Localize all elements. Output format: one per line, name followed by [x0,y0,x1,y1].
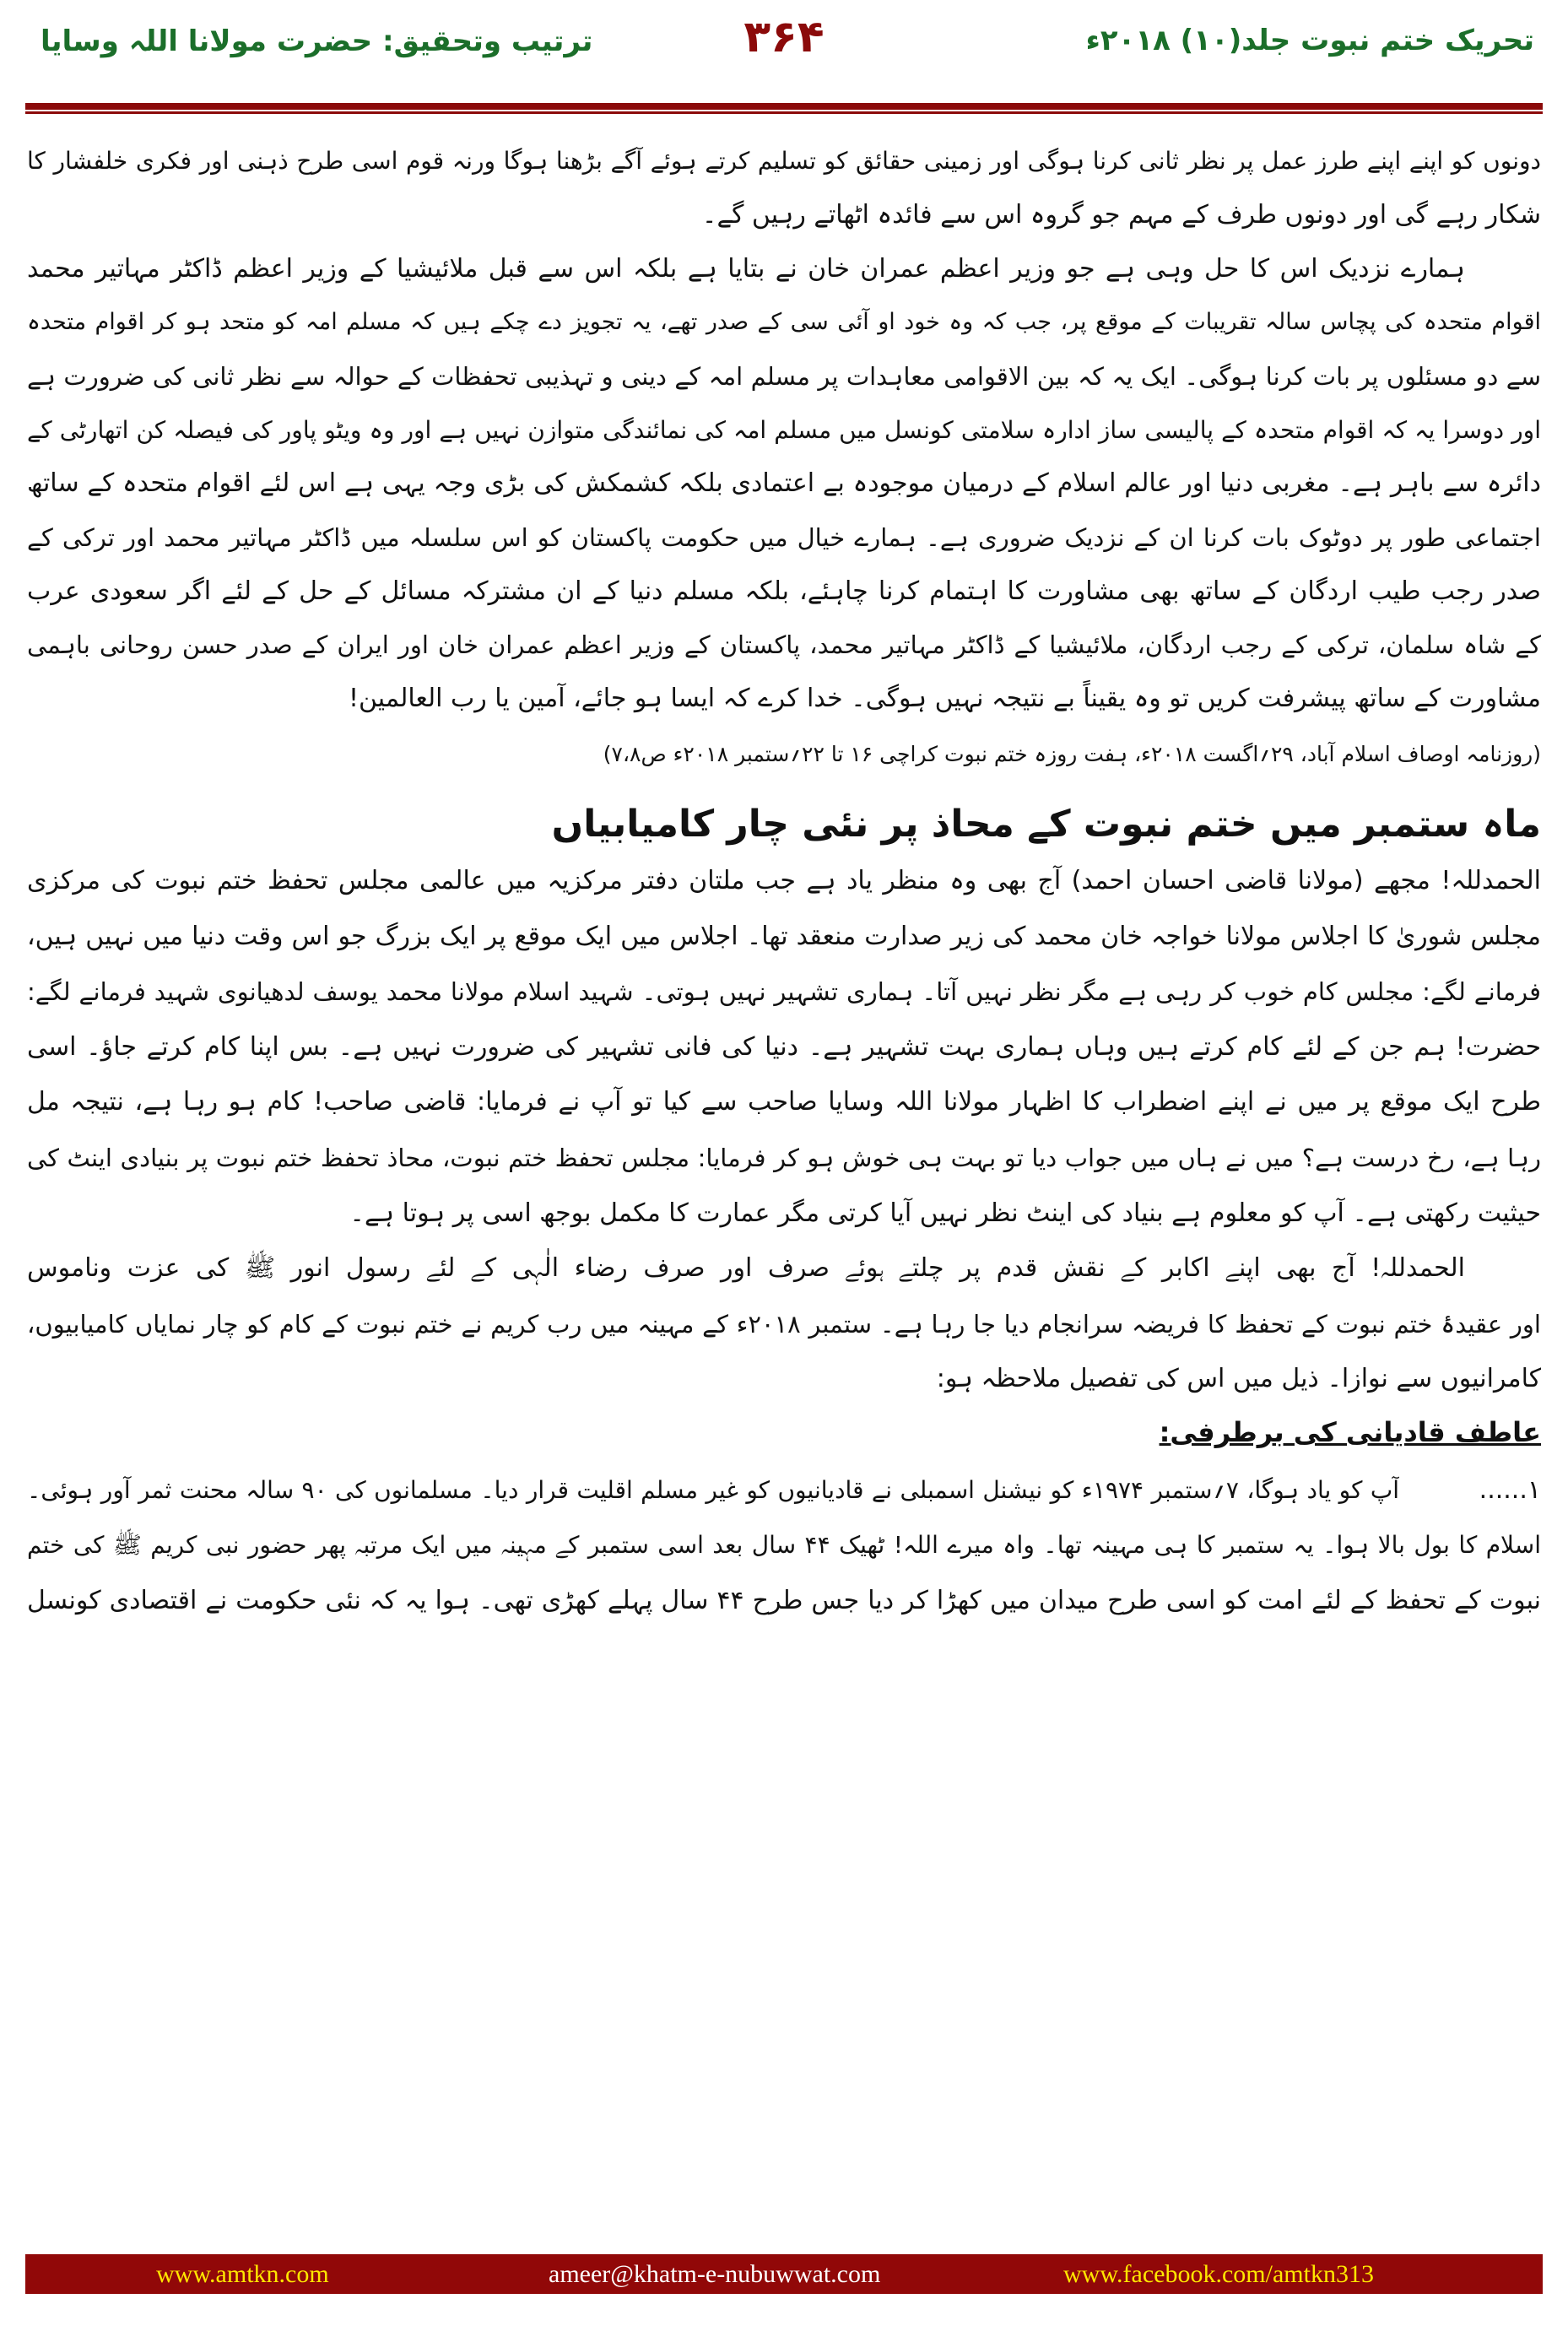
paragraph-line: اجتماعی طور پر دوٹوک بات کرنا ان کے نزدیک ضروری ہے۔ ہمارے خیال میں حکومت پاکستان کو اس سلسلہ میں ڈاکٹر مہاتیر محمد اور ترکی کے [27,523,1541,552]
paragraph-line: دائرہ سے باہر ہے۔ مغربی دنیا اور عالم اسلام کے درمیان موجودہ بے اعتمادی بلکہ کشمکش کی بڑی وجہ یہی ہے اس لئے اقوام متحدہ کے ساتھ [27,468,1541,498]
paragraph-line: فرمانے لگے: مجلس کام خوب کر رہی ہے مگر نظر نہیں آتا۔ ہماری تشہیر نہیں ہوتی۔ شہید اسلام مولانا محمد یوسف لدھیانوی شہید فرمانے لگے: [27,977,1541,1006]
paragraph-line: صدر رجب طیب اردگان کے ساتھ بھی مشاورت کا اہتمام کرنا چاہئے، بلکہ مسلم دنیا کے ان مشترکہ مسائل کے حل کے لئے اگر سعودی عرب [27,576,1541,606]
header-rule-thin [25,111,1543,114]
paragraph-line: الحمدللہ! آج بھی اپنے اکابر کے نقش قدم پر چلتے ہوئے صرف اور صرف رضاء الٰہی کے لئے رسول انور ﷺ کی عزت وناموس [27,1253,1465,1283]
page-number: ۳۶۴ [743,12,825,62]
subheading: عاطف قادیانی کی برطرفی: [1159,1416,1541,1448]
header-rule [25,103,1543,110]
paragraph-line: اقوام متحدہ کی پچاس سالہ تقریبات کے موقع پر، جب کہ وہ خود او آئی سی کے صدر تھے، یہ تجویز دے چکے ہیں کہ مسلم امہ کو متحد ہو کر اقوام متحدہ [27,309,1541,335]
paragraph-line: شکار رہے گی اور دونوں طرف کے مہم جو گروہ اس سے فائدہ اٹھاتے رہیں گے۔ [701,200,1541,230]
article-heading: ماہ ستمبر میں ختم نبوت کے محاذ پر نئی چار کامیابیاں [551,803,1541,846]
paragraph-line: مشاورت کے ساتھ پیشرفت کریں تو وہ یقیناً بے نتیجہ نہیں ہوگی۔ خدا کرے کہ ایسا ہو جائے، آمین یا رب العالمین! [348,684,1541,713]
book-title: تحریک ختم نبوت جلد(۱۰) ۲۰۱۸ء [1085,24,1534,57]
point-marker: ۱...... [1479,1475,1541,1505]
compiler-credit: ترتیب وتحقیق: حضرت مولانا اللہ وسایا [41,24,593,58]
citation: (روزنامہ اوصاف اسلام آباد، ۲۹؍اگست ۲۰۱۸ء، ہفت روزہ ختم نبوت کراچی ۱۶ تا ۲۲؍ستمبر ۲۰۱۸ء ص۷،۸) [603,742,1541,766]
paragraph-line: حضرت! ہم جن کے لئے کام کرتے ہیں وہاں ہماری بہت تشہیر ہے۔ دنیا کی فانی تشہیر کی ضرورت نہیں ہے۔ بس اپنا کام کرتے جاؤ۔ اسی [27,1032,1541,1062]
paragraph-line: اسلام کا بول بالا ہوا۔ یہ ستمبر کا ہی مہینہ تھا۔ واہ میرے اللہ! ٹھیک ۴۴ سال بعد اسی ستمبر کے مہینہ میں ایک مرتبہ پھر حضور نبی کریم ﷺ کی ختم [27,1531,1541,1559]
paragraph-line: کامرانیوں سے نوازا۔ ذیل میں اس کی تفصیل ملاحظہ ہو: [936,1364,1541,1393]
paragraph-line: آپ کو یاد ہوگا، ۷؍ستمبر ۱۹۷۴ء کو نیشنل اسمبلی نے قادیانیوں کو غیر مسلم اقلیت قرار دیا۔ مسلمانوں کی ۹۰ سالہ محنت ثمر آور ہوئی۔ [27,1476,1399,1504]
paragraph-line: سے دو مسئلوں پر بات کرنا ہوگی۔ ایک یہ کہ بین الاقوامی معاہدات پر مسلم امہ کے دینی و تہذیبی تحفظات کے حوالہ سے نظر ثانی کی ضرورت ہے [27,362,1541,391]
facebook-link[interactable]: www.facebook.com/amtkn313 [1063,2260,1374,2288]
paragraph-line: رہا ہے، رخ درست ہے؟ میں نے ہاں میں جواب دیا تو بہت ہی خوش ہو کر فرمایا: مجلس تحفظ ختم نبوت، محاذ تحفظ ختم نبوت پر بنیادی اینٹ کی [27,1144,1541,1172]
paragraph-line: الحمدللہ! مجھے (مولانا قاضی احسان احمد) آج بھی وہ منظر یاد ہے جب ملتان دفتر مرکزیہ میں عالمی مجلس تحفظ ختم نبوت کی مرکزی [27,866,1541,895]
paragraph-line: کے شاہ سلمان، ترکی کے رجب اردگان، ملائیشیا کے ڈاکٹر مہاتیر محمد، پاکستان کے وزیر اعظم عمران خان اور ایران کے صدر حسن روحانی باہمی [27,630,1541,659]
paragraph-line: دونوں کو اپنے اپنے طرز عمل پر نظر ثانی کرنا ہوگی اور زمینی حقائق کو تسلیم کرتے ہوئے آگے بڑھنا ہوگا ورنہ قوم اسی طرح ذہنی اور فکری خلفشار کا [27,147,1541,175]
paragraph-line: مجلس شوریٰ کا اجلاس مولانا خواجہ خان محمد کی زیر صدارت منعقد تھا۔ اجلاس میں ایک موقع پر ایک بزرگ جو اس وقت دنیا میں نہیں ہیں، [27,922,1541,951]
paragraph-line: طرح ایک موقع پر میں نے اپنے اضطراب کا اظہار مولانا اللہ وسایا صاحب سے کیا تو آپ نے فرمایا: قاضی صاحب! کام ہو رہا ہے، نتیجہ مل [27,1087,1541,1117]
paragraph-line: اور دوسرا یہ کہ اقوام متحدہ کے پالیسی ساز ادارہ سلامتی کونسل میں مسلم امہ کی نمائندگی متوازن نہیں ہے اور وہ ویٹو پاور کی فیصلہ کن اتھارٹی کے [27,416,1541,444]
footer-bar [25,2254,1543,2294]
paragraph-line: ہمارے نزدیک اس کا حل وہی ہے جو وزیر اعظم عمران خان نے بتایا ہے بلکہ اس سے قبل ملائیشیا کے وزیر اعظم ڈاکٹر مہاتیر محمد [27,254,1465,284]
website-link[interactable]: www.amtkn.com [156,2260,329,2288]
email-link[interactable]: ameer@khatm-e-nubuwwat.com [549,2260,881,2288]
paragraph-line: حیثیت رکھتی ہے۔ آپ کو معلوم ہے بنیاد کی اینٹ نظر نہیں آیا کرتی مگر عمارت کا مکمل بوجھ اسی پر ہوتا ہے۔ [349,1198,1541,1228]
paragraph-line: نبوت کے تحفظ کے لئے امت کو اسی طرح میدان میں کھڑا کر دیا جس طرح ۴۴ سال پہلے کھڑی تھی۔ ہوا یہ کہ نئی حکومت نے اقتصادی کونسل [27,1586,1541,1615]
paragraph-line: اور عقیدۂ ختم نبوت کے تحفظ کا فریضہ سرانجام دیا جا رہا ہے۔ ستمبر ۲۰۱۸ء کے مہینہ میں رب کریم نے ختم نبوت کے کام کو چار نمایاں کامیابیوں، [27,1310,1541,1339]
